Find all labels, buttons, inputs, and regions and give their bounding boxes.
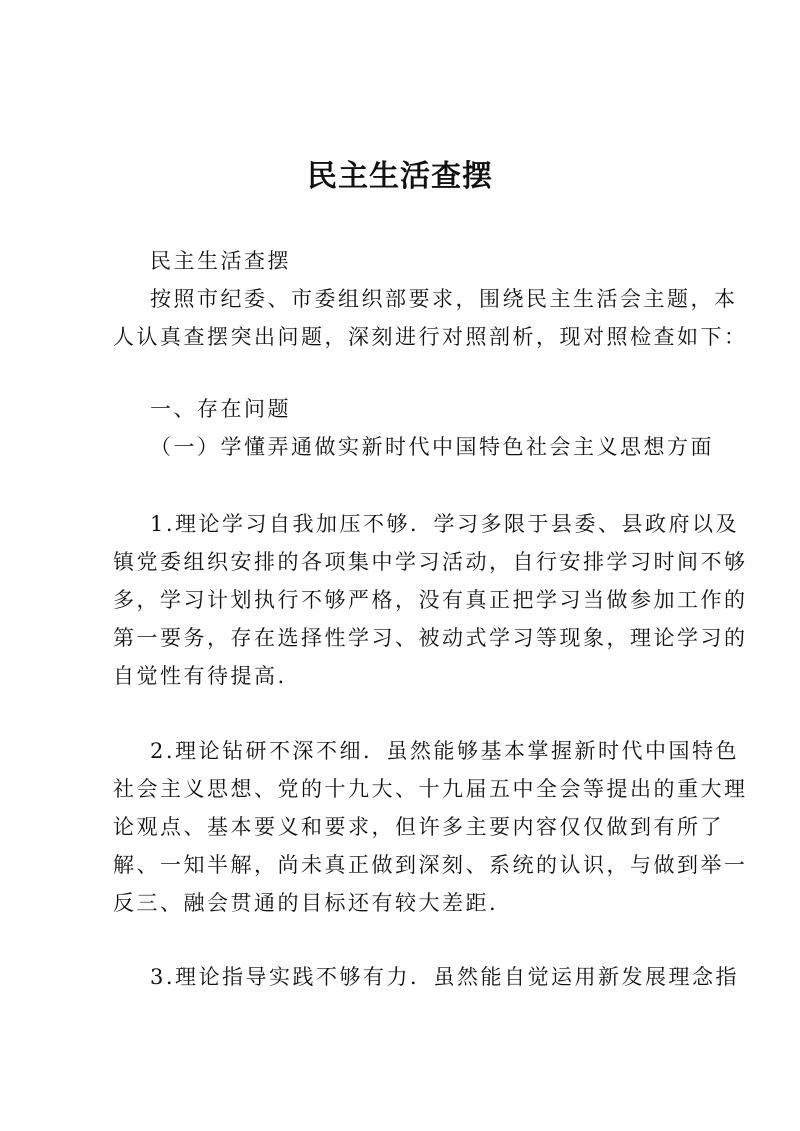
item2-line-5: 反三、融会贯通的目标还有较大差距. — [113, 891, 499, 915]
intro-line-1: 按照市纪委、市委组织部要求，围绕民主生活会主题，本 — [150, 287, 738, 311]
item2-line-3: 论观点、基本要义和要求，但许多主要内容仅仅做到有所了 — [113, 815, 724, 839]
item1-line-2: 镇党委组织安排的各项集中学习活动，自行安排学习时间不够 — [113, 550, 748, 574]
subsection-heading: （一）学懂弄通做实新时代中国特色社会主义思想方面 — [150, 435, 714, 459]
item1-line-4: 第一要务，存在选择性学习、被动式学习等现象，理论学习的 — [113, 626, 748, 650]
subtitle-line: 民主生活查摆 — [150, 249, 291, 273]
item2-line-2: 社会主义思想、党的十九大、十九届五中全会等提出的重大理 — [113, 777, 748, 801]
item2-line-4: 解、一知半解，尚未真正做到深刻、系统的认识，与做到举一 — [113, 853, 748, 877]
item1-line-1: 1.理论学习自我加压不够．学习多限于县委、县政府以及 — [150, 512, 740, 536]
section-heading: 一、存在问题 — [150, 397, 291, 421]
item3-line-1: 3.理论指导实践不够有力．虽然能自觉运用新发展理念指 — [150, 965, 740, 989]
intro-line-2: 人认真查摆突出问题，深刻进行对照剖析，现对照检查如下： — [113, 325, 748, 349]
item2-line-1: 2.理论钻研不深不细．虽然能够基本掌握新时代中国特色 — [150, 739, 740, 763]
document-title: 民主生活查摆 — [307, 159, 493, 194]
item1-line-3: 多，学习计划执行不够严格，没有真正把学习当做参加工作的 — [113, 588, 748, 612]
item1-line-5: 自觉性有待提高. — [113, 664, 287, 688]
